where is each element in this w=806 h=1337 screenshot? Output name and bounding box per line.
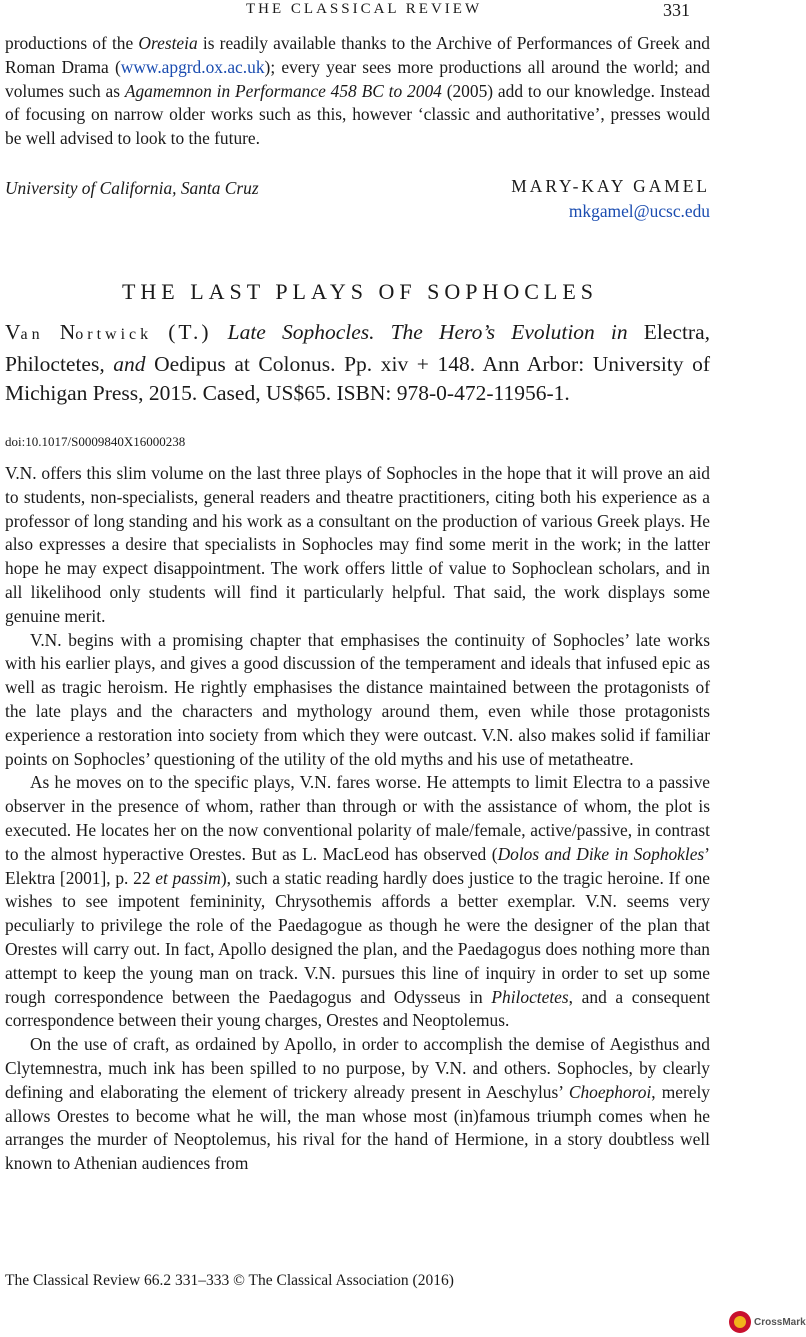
italic-title: Oresteia	[138, 33, 198, 53]
text-run: , merely allows Orestes to become what he will, the man whose most (in)famous triumph comes when he arranges the murder of Neoptolemus, his rival for the hand of Hermione, in a story doubtless well known to Athenian audiences from	[5, 1081, 710, 1174]
previous-review-ending	[5, 32, 710, 151]
apgrd-link[interactable]: www.apgrd.ox.ac.uk	[120, 56, 265, 77]
text-run: On the use of craft, as ordained by Apollo, in order to accomplish the demise of Aegisthus and Clytemnestra, much ink has been spilled to no purpose, by V.N. and others. Sophocles, by clearly defining and elaborating the element of trickery already present in Aeschylus’	[5, 1034, 710, 1102]
italic-title: Philoctetes	[491, 986, 569, 1007]
reviewer-email-link[interactable]: mkgamel@ucsc.edu	[568, 201, 710, 221]
text-run: ), such a static reading hardly does justice to the tragic heroine. If one wishes to see impotent femininity, Chrysothemis affords a better exemplar. V.N. seems very peculiarly to privilege the role of the Paedagogue as though he were the designer of the plan that Orestes will carry out. In fact, Apollo designed the plan, and the Paedagogus does nothing more than attempt to keep the young man on track. V.N. pursues this line of inquiry in order to set up some rough correspondence between the Paedagogus and Odysseus in	[5, 867, 710, 1007]
italic-phrase: et passim	[155, 867, 221, 888]
paragraph	[5, 771, 710, 1033]
crossmark-button[interactable]	[729, 1311, 806, 1333]
text-run: (2005) add to our knowledge. Instead of focusing on narrow older works such as this, however ‘classic and authoritative’, presses would be well advised to look to the future.	[5, 80, 711, 149]
text-run: , and	[99, 351, 155, 376]
text-run: is readily available thanks to the Archive of Performances of Greek and Roman Drama (	[5, 33, 710, 77]
book-title: Late Sophocles. The Hero’s Evolution in	[227, 320, 644, 344]
doi-link[interactable]: doi:10.1017/S0009840X16000238	[5, 434, 186, 449]
text-run: N	[59, 320, 76, 344]
paragraph	[5, 1033, 710, 1176]
text-run: V	[5, 320, 21, 344]
text-run: productions of the	[5, 33, 139, 53]
running-header: THE CLASSICAL REVIEW	[246, 1, 483, 17]
review-body	[5, 462, 710, 1176]
play-title: Electra	[643, 320, 705, 344]
publication-details: . Pp. xiv + 148. Ann Arbor: University of Michigan Press, 2015. Cased, US$65. ISBN: 978-0-472-11956-1.	[5, 351, 710, 405]
review-section-title: THE LAST PLAYS OF SOPHOCLES	[121, 279, 599, 304]
text-run: (T.)	[168, 320, 212, 344]
reviewer-name: MARY-KAY GAMEL	[511, 176, 710, 196]
reviewer-affiliation: University of California, Santa Cruz	[5, 178, 259, 198]
text-run: an	[20, 326, 44, 343]
play-title: Philoctetes	[5, 351, 100, 376]
text-run: ortwick	[75, 326, 153, 343]
text-run: ,	[704, 320, 710, 344]
book-citation	[5, 318, 710, 409]
paragraph: V.N. begins with a promising chapter that emphasises the continuity of Sophocles’ late works with his earlier plays, and gives a good discussion of the temperament and ideals that infused epic as well as tragic heroism. He rightly emphasises the distance maintained between the protagonists of the late plays and the characters and mythology around them, even while those protagonists experience a restoration into society from which they were outcast. V.N. also makes solid if familiar points on Sophocles’ questioning of the utility of the old myths and his use of metatheatre.	[5, 629, 710, 769]
text-run: ’ Elektra [2001], p. 22	[5, 843, 710, 888]
text-run: , and a consequent correspondence between their young charges, Orestes and Neoptolemus.	[5, 986, 711, 1031]
page-number: 331	[663, 0, 690, 20]
crossmark-label: CrossMark	[754, 1316, 806, 1328]
paragraph: V.N. offers this slim volume on the last three plays of Sophocles in the hope that it will prove an aid to students, non-specialists, general readers and theatre practitioners, citing both his experience as a professor of long standing and his work as a consultant on the production of various Greek plays. He also expresses a desire that specialists in Sophocles may find some merit in the work; in the latter hope he may expect disappointment. The work offers little of value to Sophoclean scholars, and in all likelihood only students will find it particularly helpful. That said, the work displays some genuine merit.	[5, 463, 710, 626]
italic-title: Choephoroi	[568, 1081, 652, 1102]
text-run: ); every year sees more productions all around the world; and volumes such as	[5, 56, 710, 101]
italic-title: Agamemnon in Performance 458 BC to 2004	[124, 80, 442, 101]
footer-citation: The Classical Review 66.2 331–333 © The Classical Association (2016)	[5, 1272, 454, 1289]
play-title: Oedipus at Colonus	[154, 351, 331, 376]
italic-title: Dolos and Dike in Sophokles	[497, 843, 705, 864]
crossmark-icon	[729, 1311, 751, 1333]
text-run: As he moves on to the specific plays, V.N. fares worse. He attempts to limit Electra to a passive observer in the presence of whom, rather than through or with the assistance of whom, the plot is executed. He locates her on the now conventional polarity of male/female, active/passive, in contrast to the almost hyperactive Orestes. But as L. MacLeod has observed (	[5, 772, 710, 864]
